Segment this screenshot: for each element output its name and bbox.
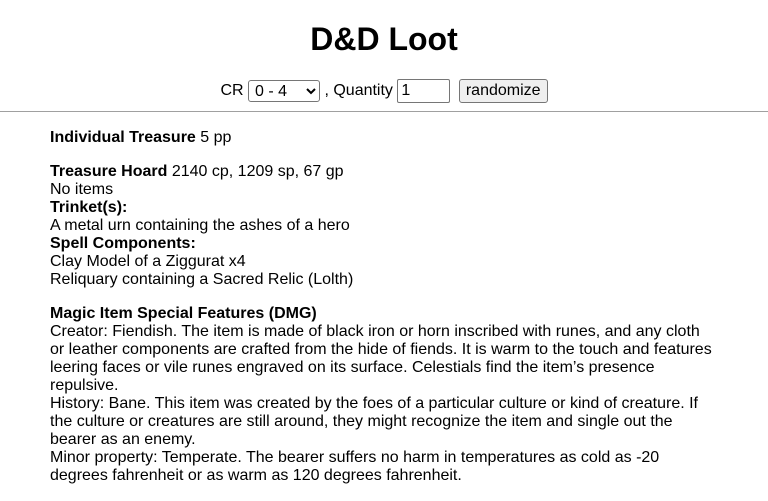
individual-treasure-section bbox=[50, 129, 714, 147]
page-header bbox=[0, 0, 768, 112]
spell-component-item: Reliquary containing a Sacred Relic (Lolth) bbox=[50, 271, 354, 288]
individual-treasure-label: Individual Treasure bbox=[50, 129, 196, 146]
randomize-button[interactable]: randomize bbox=[459, 79, 548, 103]
trinket-item: A metal urn containing the ashes of a hero bbox=[50, 217, 350, 234]
minor-property-text: Minor property: Temperate. The bearer suffers no harm in temperatures as cold as -20 degrees fahrenheit or as warm as 120 degrees fahrenheit. bbox=[50, 449, 660, 484]
magic-features-label: Magic Item Special Features (DMG) bbox=[50, 305, 317, 322]
items-text: No items bbox=[50, 181, 114, 198]
controls-bar bbox=[0, 79, 768, 103]
quantity-label: , Quantity bbox=[324, 82, 393, 100]
quantity-input[interactable] bbox=[397, 79, 450, 103]
cr-label: CR bbox=[220, 82, 244, 100]
page-title: D&D Loot bbox=[310, 21, 458, 57]
loot-results bbox=[50, 129, 714, 501]
history-text: History: Bane. This item was created by the foes of a particular culture or kind of creature. If the culture or creatures are still around, they might recognize the item and single out the bearer as an enemy. bbox=[50, 395, 698, 448]
treasure-hoard-value: 2140 cp, 1209 sp, 67 gp bbox=[171, 163, 344, 180]
trinkets-label: Trinket(s): bbox=[50, 199, 128, 216]
treasure-hoard-label: Treasure Hoard bbox=[50, 163, 168, 180]
individual-treasure-value: 5 pp bbox=[200, 129, 232, 146]
creator-text: Creator: Fiendish. The item is made of black iron or horn inscribed with runes, and any cloth or leather components are crafted from the hide of fiends. It is warm to the touch and features leering faces or vile runes engraved on its surface. Celestials find the item’s presence repulsive. bbox=[50, 323, 712, 394]
spell-component-item: Clay Model of a Ziggurat x4 bbox=[50, 253, 246, 270]
spell-components-label: Spell Components: bbox=[50, 235, 196, 252]
cr-select[interactable] bbox=[248, 80, 320, 102]
treasure-hoard-section bbox=[50, 163, 714, 289]
magic-features-section bbox=[50, 305, 714, 485]
